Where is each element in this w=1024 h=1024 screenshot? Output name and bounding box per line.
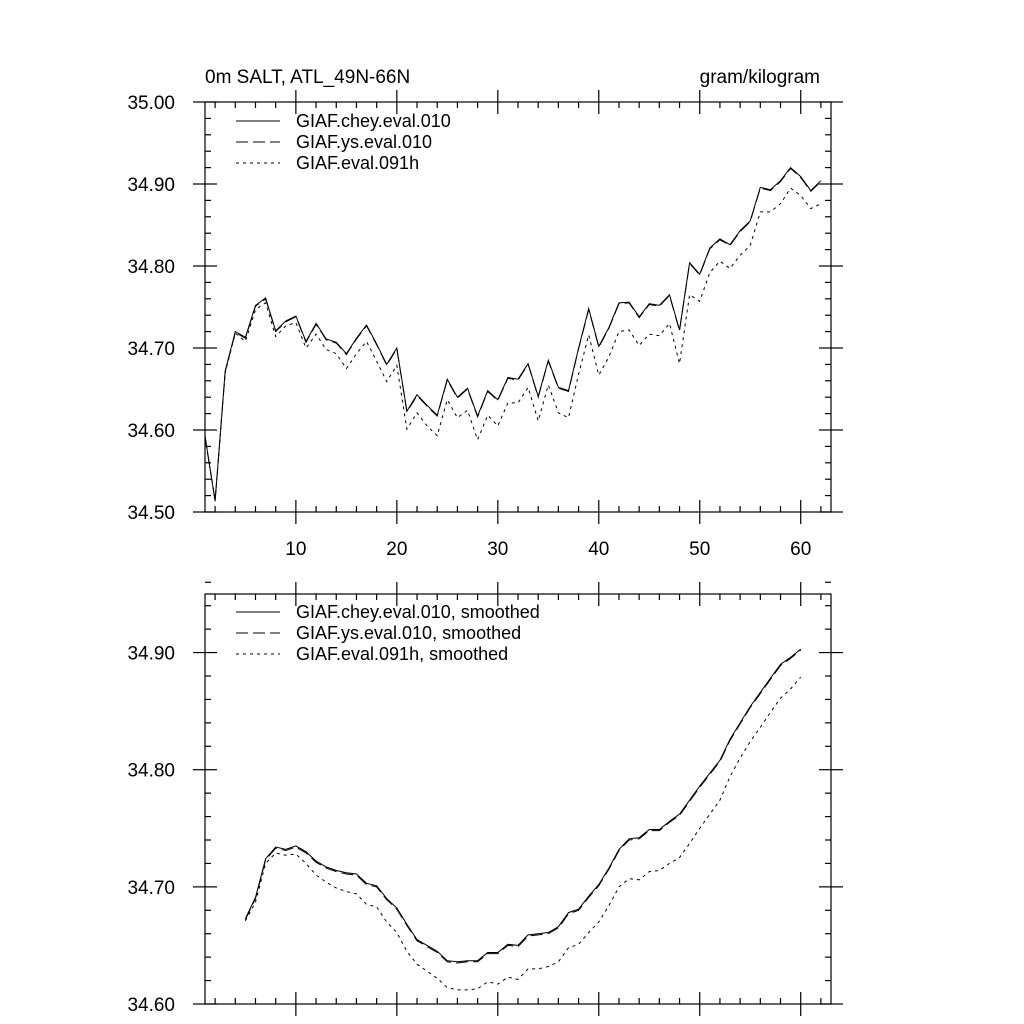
series-line	[205, 168, 821, 500]
legend-entry: GIAF.ys.eval.010, smoothed	[296, 623, 522, 643]
y-tick-label: 34.90	[127, 175, 175, 196]
series-line	[245, 677, 800, 990]
series-lines	[245, 649, 800, 990]
legend-entry: GIAF.eval.091h, smoothed	[296, 644, 509, 664]
chart-title-right: gram/kilogram	[699, 67, 820, 88]
y-tick-label: 34.70	[127, 339, 175, 360]
legend-entry: GIAF.chey.eval.010	[296, 111, 451, 131]
y-tick-label: 34.70	[127, 877, 175, 899]
series-line	[245, 650, 800, 963]
x-tick-label: 40	[588, 539, 610, 560]
x-tick-label: 30	[487, 539, 509, 560]
y-tick-label: 34.50	[127, 503, 175, 524]
legend-entry: GIAF.chey.eval.010, smoothed	[296, 602, 540, 622]
x-tick-label: 10	[285, 539, 307, 560]
series-line	[205, 168, 821, 502]
series-line	[245, 649, 800, 962]
x-tick-label: 60	[790, 539, 812, 560]
y-tick-label: 35.00	[127, 93, 175, 114]
y-tick-label: 34.80	[127, 760, 175, 782]
x-tick-label: 20	[386, 539, 408, 560]
y-tick-label: 34.60	[127, 421, 175, 442]
series-line	[205, 188, 821, 500]
chart-panel-raw	[127, 67, 843, 560]
series-lines	[205, 168, 821, 502]
y-tick-label: 34.60	[127, 995, 175, 1016]
y-tick-label: 34.80	[127, 257, 175, 278]
chart-panel-smoothed	[127, 582, 843, 1016]
x-tick-label: 50	[689, 539, 711, 560]
axis-ticks	[127, 90, 843, 560]
legend-entry: GIAF.ys.eval.010	[296, 132, 433, 152]
chart-legend	[236, 111, 451, 173]
chart-title-left: 0m SALT, ATL_49N-66N	[205, 67, 411, 88]
chart-legend	[236, 602, 540, 664]
legend-entry: GIAF.eval.091h	[296, 153, 420, 173]
y-tick-label: 34.90	[127, 643, 175, 665]
